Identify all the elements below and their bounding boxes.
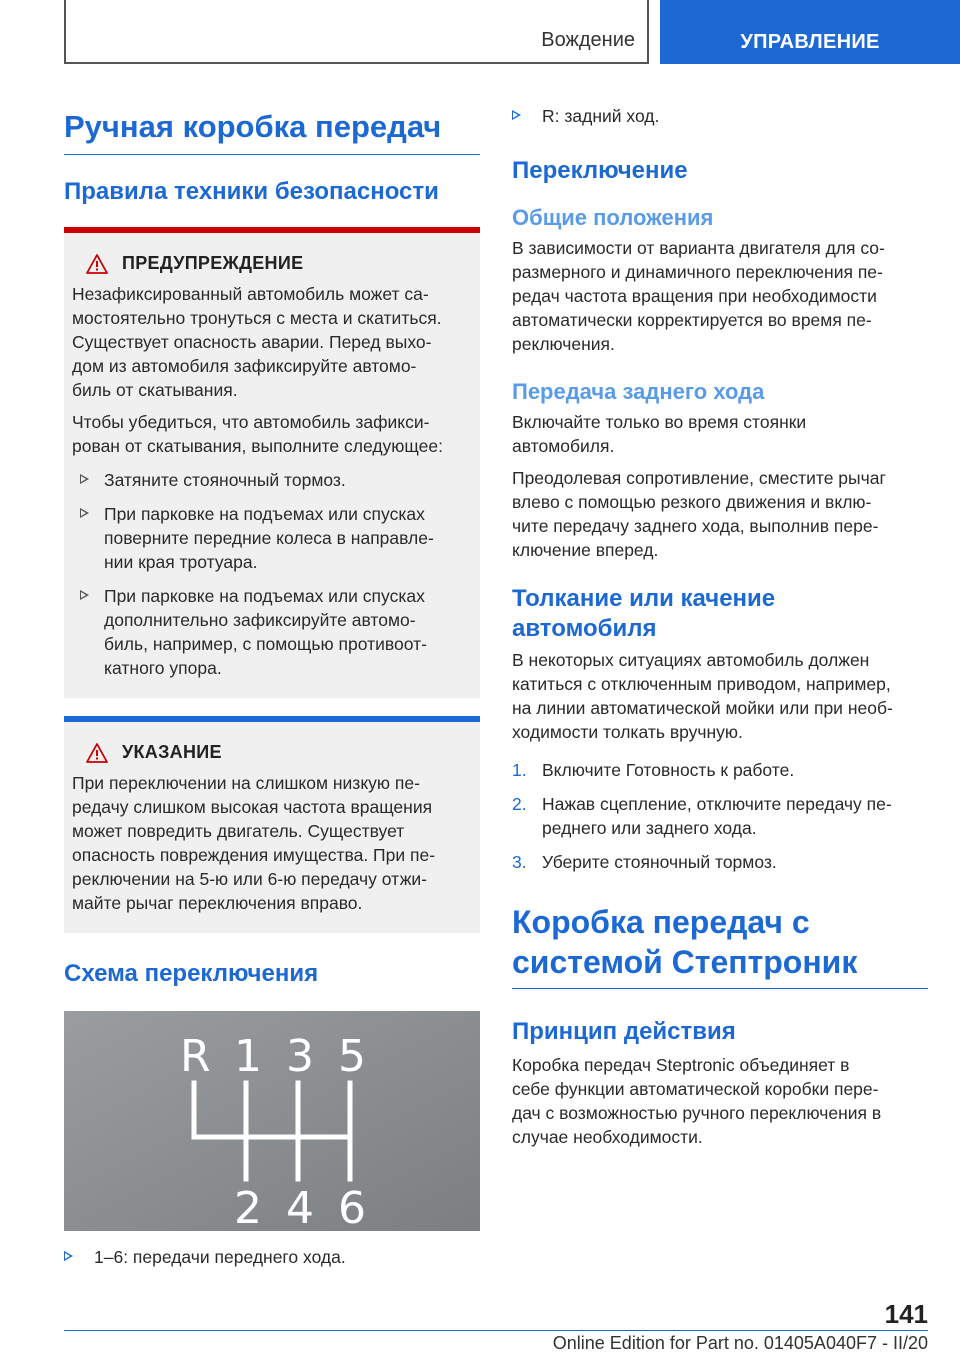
page-title: Ручная коробка передач <box>64 109 442 144</box>
warning-triangle-icon <box>86 743 108 763</box>
bullet-arrow-icon <box>80 508 89 518</box>
page-number: 141 <box>884 1299 928 1329</box>
warning-text-2: Чтобы убедиться, что автомобиль зафикси- рован от скатывания, выполните следующее: <box>72 412 443 456</box>
notice-title <box>86 742 472 763</box>
header-section-tab <box>64 0 649 64</box>
gear-label: 3 <box>286 1031 314 1082</box>
warning-title <box>86 253 472 274</box>
header-section-label: Вождение <box>541 29 635 51</box>
gear-label: 6 <box>338 1183 366 1231</box>
warning-text-1: Незафиксированный автомобиль может са- мостоятельно тронуться с места и скатиться. Существует опасность аварии. Перед выхо- дом из автомобиля зафиксируйте автомо- биль от скатывания. <box>72 284 442 400</box>
warning-bullets <box>72 468 472 680</box>
list-item: 1–6: передачи переднего хода. <box>64 1245 480 1269</box>
bullet-arrow-icon <box>512 110 521 120</box>
notice-text: При переключении на слишком низкую пе- редачу слишком высокая частота вращения может повредить двигатель. Существует опасность повреждения имущества. При пе- реключении на 5-ю или 6-ю передачу отжи- майте рычаг переключения вправо. <box>72 773 436 913</box>
scheme-bullets-continued <box>512 104 928 128</box>
notice-box <box>64 716 480 933</box>
principle-heading: Принцип действия <box>512 1018 736 1045</box>
scheme-heading: Схема переключения <box>64 960 319 987</box>
reverse-text-2: Преодолевая сопротивление, сместите рычаг влево с помощью резкого движения и вклю- чите передачу заднего хода, выполнив пере- ключение вперед. <box>512 468 886 560</box>
list-item: 2. Нажав сцепление, отключите передачу пе- реднего или заднего хода. <box>512 794 892 838</box>
push-heading: Толкание или качение автомобиля <box>512 585 776 642</box>
footer-rule <box>64 1330 928 1331</box>
principle-text: Коробка передач Steptronic объединяет в себе функции автоматической коробки пере- дач с возможностью ручного переключения в случае необходимости. <box>512 1055 882 1147</box>
shift-heading: Переключение <box>512 157 688 184</box>
right-column <box>512 104 928 1149</box>
general-text: В зависимости от варианта двигателя для со- размерного и динамичного переключения пе- редач частота вращения при необходимости автоматически корректируется во время пе- реключения. <box>512 238 885 354</box>
list-item: Затяните стояночный тормоз. <box>72 468 472 492</box>
safety-heading: Правила техники безопасности <box>64 178 439 205</box>
gear-shift-diagram <box>64 1011 480 1231</box>
header-chapter-label: УПРАВЛЕНИЕ <box>740 31 880 53</box>
list-item: При парковке на подъемах или спусках дополнительно зафиксируйте автомо- биль, например, с помощью противоот- катного упора. <box>72 584 472 680</box>
scheme-bullets <box>64 1245 480 1269</box>
gear-label: 1 <box>234 1031 262 1082</box>
reverse-text-1: Включайте только во время стоянки автомобиля. <box>512 412 807 456</box>
bullet-arrow-icon <box>64 1251 73 1261</box>
steptronic-rule <box>512 988 928 989</box>
gear-label: R <box>180 1031 211 1082</box>
warning-label: ПРЕДУПРЕЖДЕНИЕ <box>122 253 304 273</box>
push-text: В некоторых ситуациях автомобиль должен катиться с отключенным приводом, например, на линии автоматической мойки или при необ- ходимости толкать вручную. <box>512 650 893 742</box>
title-rule <box>64 154 480 155</box>
general-heading: Общие положения <box>512 205 714 230</box>
reverse-heading: Передача заднего хода <box>512 379 765 404</box>
gear-label: 2 <box>234 1183 262 1231</box>
notice-label: УКАЗАНИЕ <box>122 742 222 762</box>
list-item: 1. Включите Готовность к работе. <box>512 760 795 780</box>
steptronic-title: Коробка передач с системой Стептроник <box>512 904 858 980</box>
list-item: R: задний ход. <box>512 104 928 128</box>
warning-box <box>64 227 480 698</box>
gear-label: 4 <box>286 1183 314 1231</box>
gear-label: 5 <box>338 1031 366 1082</box>
warning-triangle-icon <box>86 254 108 274</box>
left-column <box>64 104 480 1269</box>
bullet-arrow-icon <box>80 590 89 600</box>
push-steps <box>512 758 928 874</box>
list-item: 3. Уберите стояночный тормоз. <box>512 852 777 872</box>
header-chapter-tab <box>660 0 960 64</box>
gear-pattern-graphic <box>64 1011 480 1231</box>
footer-edition: Online Edition for Part no. 01405A040F7 - II/20 <box>552 1333 928 1353</box>
bullet-arrow-icon <box>80 474 89 484</box>
list-item: При парковке на подъемах или спусках поверните передние колеса в направле- нии края тротуара. <box>72 502 472 574</box>
